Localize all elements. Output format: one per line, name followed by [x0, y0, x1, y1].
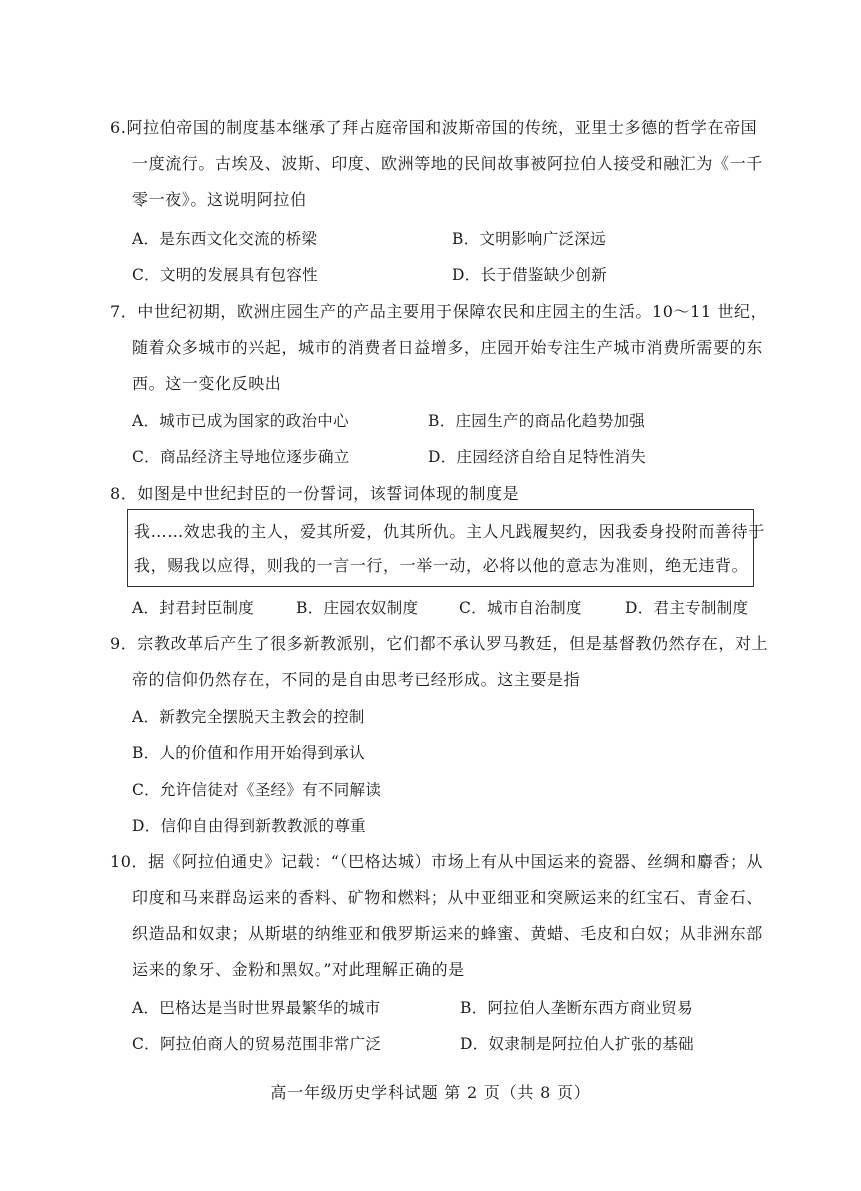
q10-stem-line-3: 织造品和奴隶；从斯堪的纳维亚和俄罗斯运来的蜂蜜、黄蜡、毛皮和白奴；从非洲东部 — [132, 924, 763, 943]
q6-option-c: C．文明的发展具有包容性 — [132, 266, 318, 284]
oath-quote-box — [127, 509, 765, 587]
q7-option-a: A．城市已成为国家的政治中心 — [132, 412, 349, 430]
oath-quote-line-1: 我……效忠我的主人，爱其所爱，仇其所仇。主人凡践履契约，因我委身投附而善待于 — [134, 522, 765, 541]
page-footer: 高一年级历史学科试题 第 2 页（共 8 页） — [270, 1083, 591, 1102]
q7-option-b: B．庄园生产的商品化趋势加强 — [428, 412, 646, 430]
q10-stem-line-2: 印度和马来群岛运来的香料、矿物和燃料；从中亚细亚和突厥运来的红宝石、青金石、 — [132, 888, 763, 907]
q7-stem-line-2: 随着众多城市的兴起，城市的消费者日益增多，庄园开始专注生产城市消费所需要的东 — [132, 338, 763, 357]
q9-option-c: C．允许信徒对《圣经》有不同解读 — [132, 781, 382, 799]
q10-stem-line-1: 10．据《阿拉伯通史》记载：“（巴格达城）市场上有从中国运来的瓷器、丝绸和麝香；从 — [110, 852, 764, 871]
q6-stem-line-1: 6.阿拉伯帝国的制度基本继承了拜占庭帝国和波斯帝国的传统，亚里士多德的哲学在帝国 — [110, 118, 758, 137]
q9-option-d: D．信仰自由得到新教教派的尊重 — [132, 817, 366, 835]
q6-option-d: D．长于借鉴缺少创新 — [452, 266, 607, 284]
q6-stem-line-2: 一度流行。古埃及、波斯、印度、欧洲等地的民间故事被阿拉伯人接受和融汇为《一千 — [132, 154, 763, 173]
q7-stem-line-1: 7．中世纪初期，欧洲庄园生产的产品主要用于保障农民和庄园主的生活。10～11 世纪， — [110, 302, 768, 321]
q10-option-b: B．阿拉伯人垄断东西方商业贸易 — [460, 999, 693, 1017]
q6-option-b: B．文明影响广泛深远 — [452, 230, 606, 248]
q8-stem-line-1: 8．如图是中世纪封臣的一份誓词，该誓词体现的制度是 — [110, 484, 520, 503]
q10-option-c: C．阿拉伯商人的贸易范围非常广泛 — [132, 1035, 382, 1053]
q9-stem-line-2: 帝的信仰仍然存在，不同的是自由思考已经形成。这主要是指 — [132, 670, 581, 689]
q10-option-d: D．奴隶制是阿拉伯人扩张的基础 — [460, 1035, 694, 1053]
q7-stem-line-3: 西。这一变化反映出 — [132, 374, 282, 393]
oath-quote-line-2: 我，赐我以应得，则我的一言一行，一举一动，必将以他的意志为准则，绝无违背。 — [134, 556, 749, 575]
q8-option-c: C．城市自治制度 — [459, 599, 582, 617]
q8-option-b: B．庄园农奴制度 — [296, 599, 419, 617]
q7-option-d: D．庄园经济自给自足特性消失 — [428, 448, 647, 466]
q6-option-a: A．是东西文化交流的桥梁 — [132, 230, 318, 248]
q9-option-b: B．人的价值和作用开始得到承认 — [132, 744, 365, 762]
q6-stem-line-3: 零一夜》。这说明阿拉伯 — [132, 190, 307, 209]
q7-option-c: C．商品经济主导地位逐步确立 — [132, 448, 350, 466]
q9-stem-line-1: 9．宗教改革后产生了很多新教派别，它们都不承认罗马教廷，但是基督教仍然存在，对上 — [110, 634, 769, 653]
q10-stem-line-4: 运来的象牙、金粉和黑奴。”对此理解正确的是 — [132, 960, 465, 979]
q10-option-a: A．巴格达是当时世界最繁华的城市 — [132, 999, 381, 1017]
q8-option-a: A．封君封臣制度 — [132, 599, 255, 617]
q9-option-a: A．新教完全摆脱天主教会的控制 — [132, 708, 365, 726]
q8-option-d: D．君主专制制度 — [625, 599, 749, 617]
